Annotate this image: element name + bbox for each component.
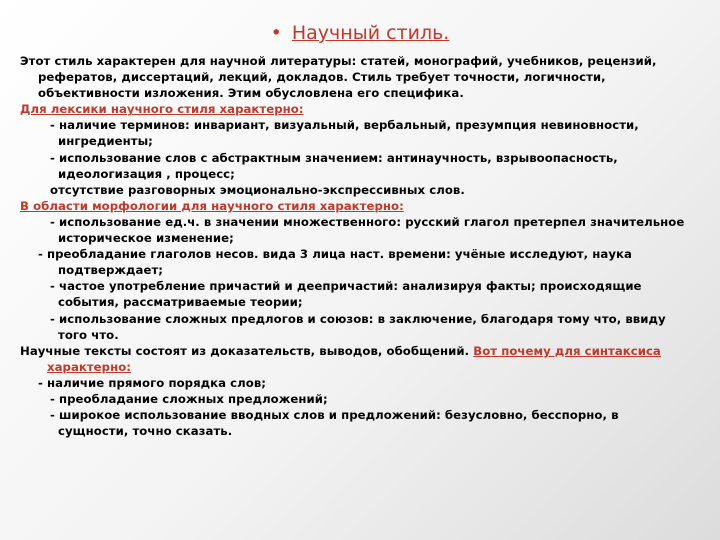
syntax-intro [20,343,710,359]
title-text: Научный стиль. [291,22,450,44]
lexis-line: отсутствие разговорных эмоционально-экспрессивных слов. [50,182,465,197]
lexis-line: идеологизация , процесс; [58,166,235,181]
morphology-line: - использование ед.ч. в значении множественного: русский глагол претерпел значительное [50,214,685,229]
intro-line: Этот стиль характерен для научной литературы: статей, монографий, учебников, рецензий, [20,54,657,68]
slide-title [0,22,720,44]
morphology-line: - преобладание глаголов несов. вида 3 лица наст. времени: учёные исследуют, наука [38,247,632,262]
lexis-line: - использование слов с абстрактным значением: антинаучность, взрывоопасность, [50,150,618,165]
syntax-heading-cont: характерно: [47,359,132,374]
intro-line: рефератов, диссертаций, лекций, докладов. Стиль требует точности, логичности, [38,70,606,85]
morphology-line: историческое изменение; [58,231,234,246]
morphology-line: того что. [58,327,119,342]
title-bullet: • [270,22,282,44]
lexis-heading: Для лексики научного стиля характерно: [20,102,304,117]
syntax-heading: Вот почему для синтаксиса [473,343,661,358]
morphology-line: события, рассматриваемые теории; [58,295,303,310]
intro-line: объективности изложения. Этим обусловлена его специфика. [38,86,464,101]
syntax-line: - наличие прямого порядка слов; [38,375,267,390]
morphology-heading: В области морфологии для научного стиля характерно: [20,198,404,213]
lexis-line: ингредиенты; [58,134,153,149]
syntax-line: - преобладание сложных предложений; [50,391,328,406]
morphology-line: - использование сложных предлогов и союзов: в заключение, благодаря тому что, ввиду [50,311,666,326]
lexis-line: - наличие терминов: инвариант, визуальный, вербальный, презумпция невиновности, [50,118,639,133]
slide-body [20,53,710,439]
syntax-line: сущности, точно сказать. [58,424,233,439]
syntax-line: - широкое использование вводных слов и предложений: безусловно, бесспорно, в [50,408,619,423]
morphology-line: - частое употребление причастий и деепричастий: анализируя факты; происходящие [50,279,642,294]
morphology-line: подтверждает; [58,263,163,278]
syntax-lead: Научные тексты состоят из доказательств, выводов, обобщений. [20,343,474,358]
